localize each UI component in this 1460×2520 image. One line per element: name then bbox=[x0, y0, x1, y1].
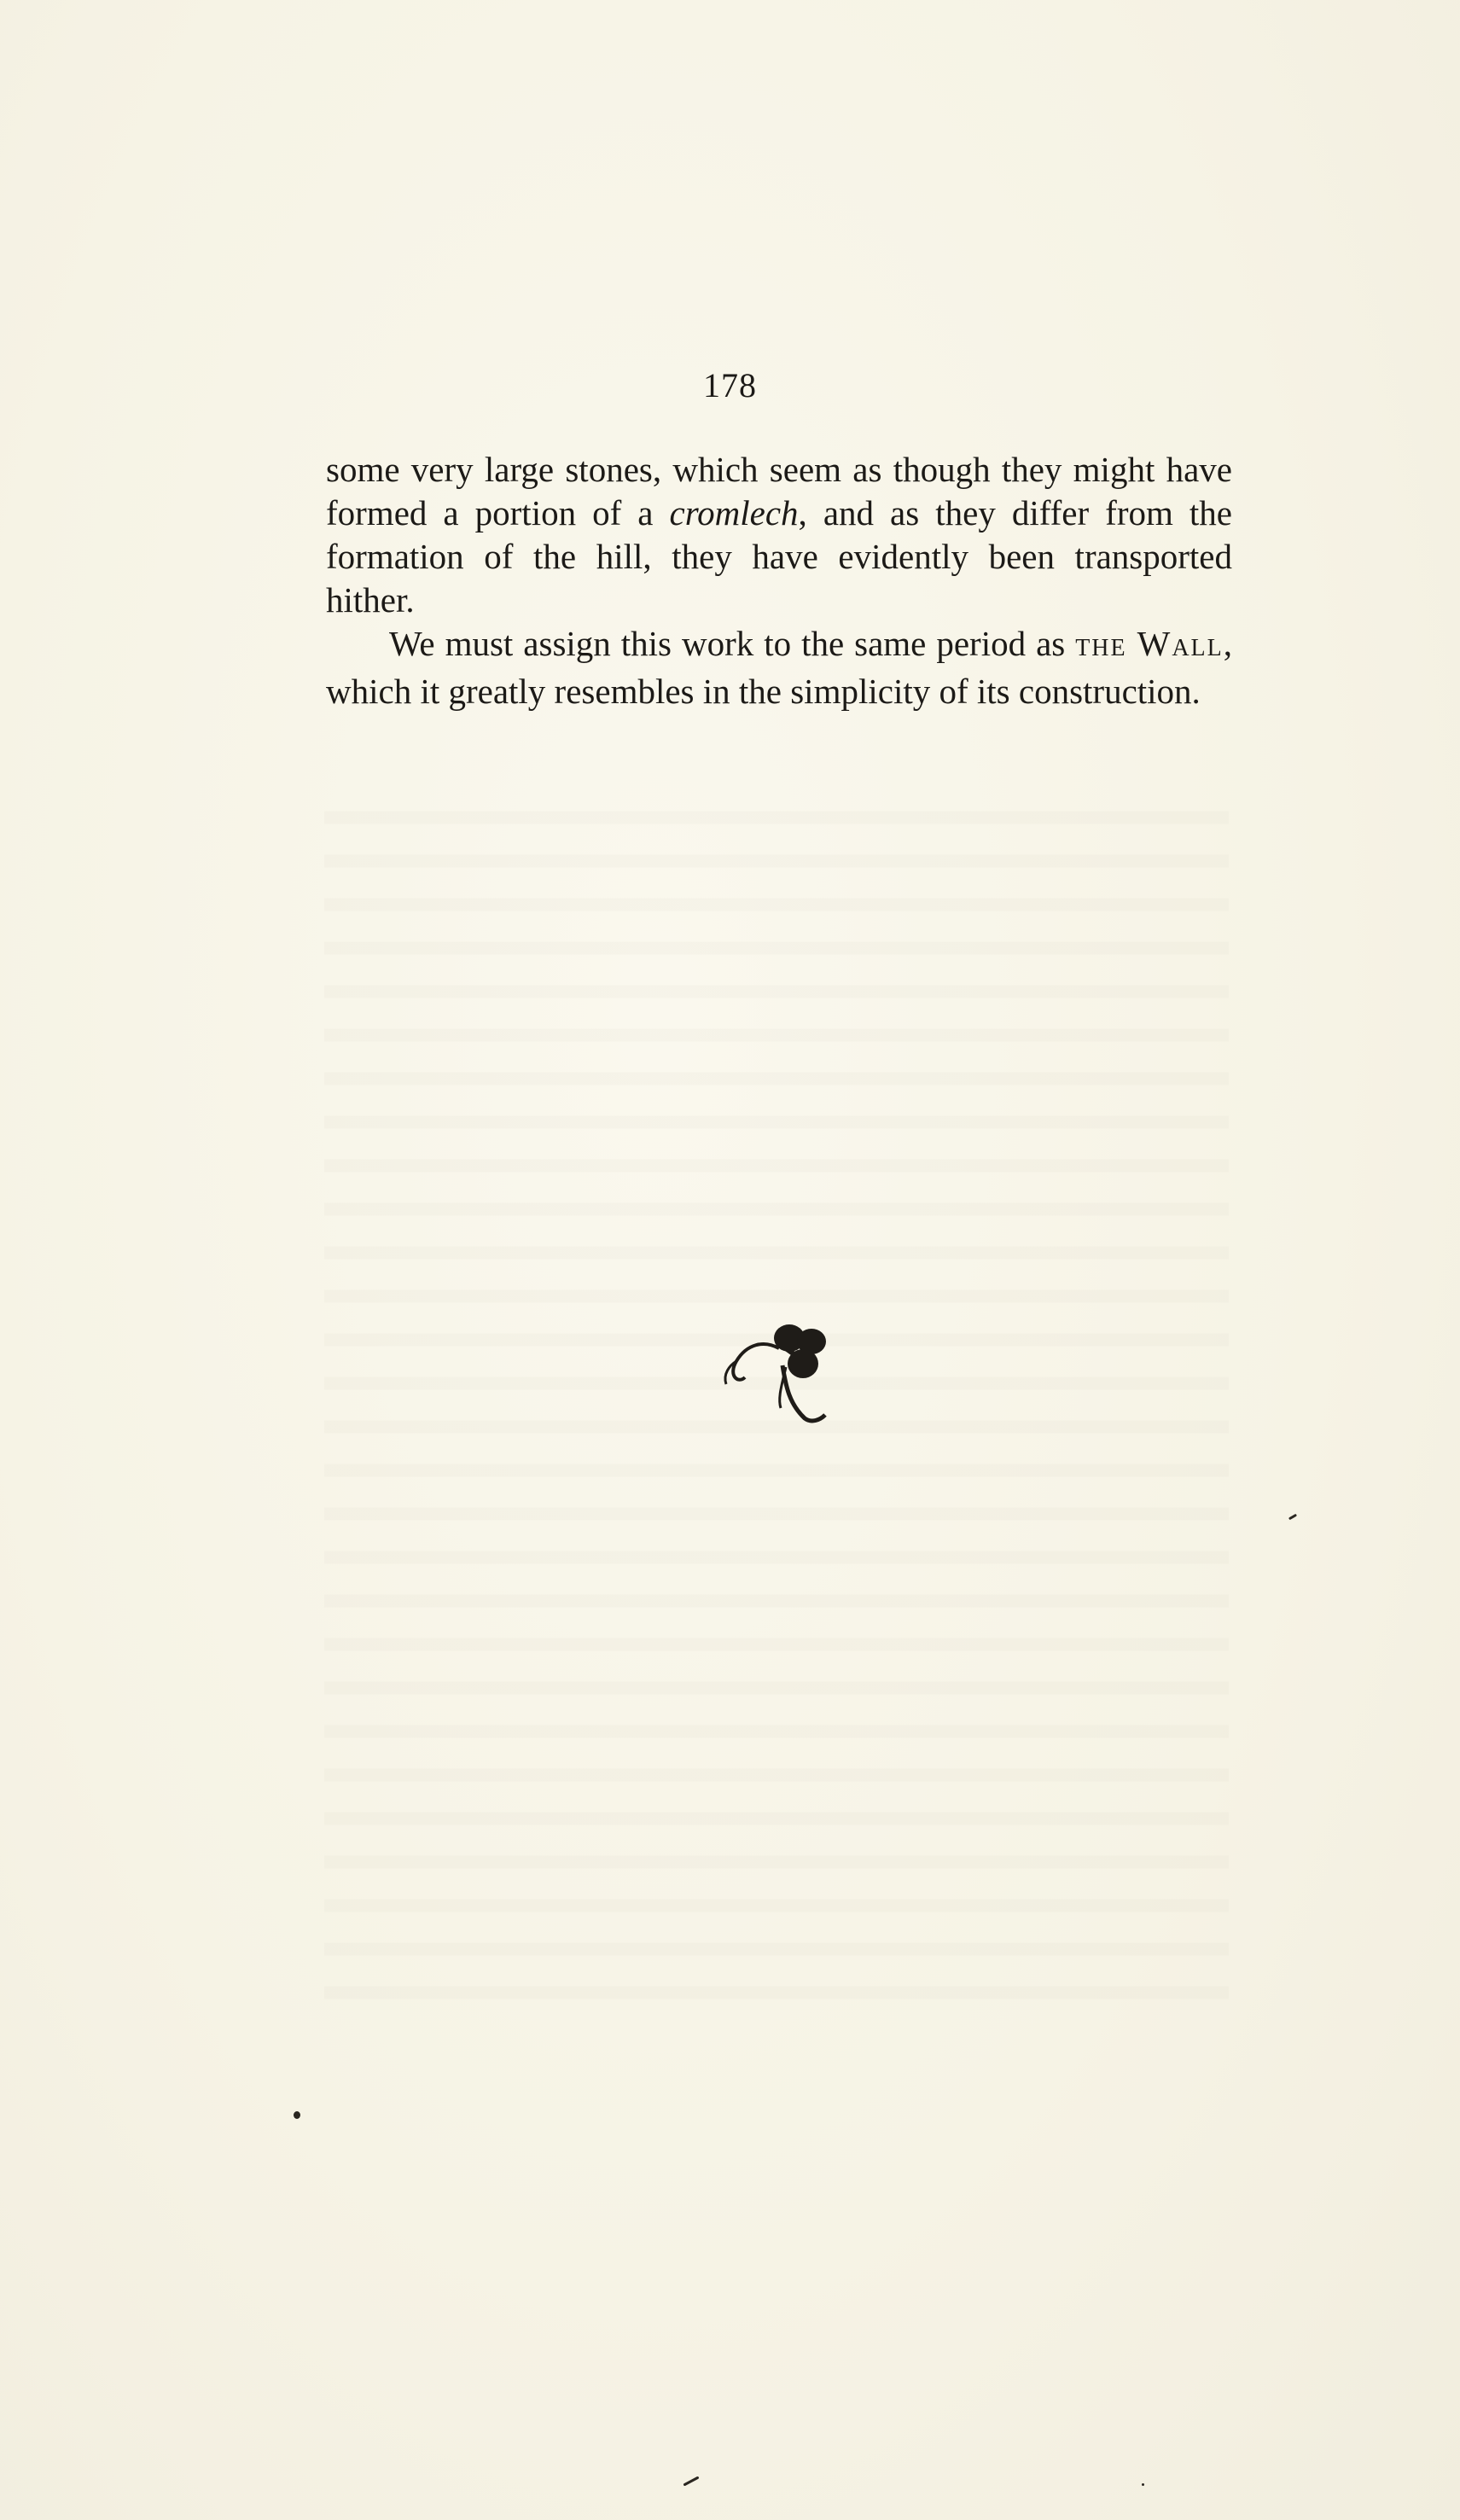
body-text bbox=[326, 448, 1232, 713]
smallcaps-the: THE bbox=[1075, 635, 1127, 661]
paragraph-2: We must assign this work to the same period as THE WALL, which it greatly resembles in the simplicity of its construction. bbox=[326, 624, 1233, 711]
page-speck bbox=[1142, 2483, 1144, 2486]
paragraph-1: some very large stones, which seem as though they might have formed a portion of a cromlech, and as they differ from the formation of the hill, they have evidently been transported hither. bbox=[326, 450, 1232, 620]
page-speck bbox=[294, 2111, 300, 2119]
italic-term: cromlech bbox=[669, 493, 799, 533]
page-speck bbox=[1288, 1514, 1297, 1521]
smallcaps-wall: WALL bbox=[1137, 624, 1224, 663]
page-number: 178 bbox=[703, 366, 757, 404]
shamrock-vignette-icon bbox=[704, 1314, 841, 1434]
page-speck bbox=[683, 2476, 699, 2486]
